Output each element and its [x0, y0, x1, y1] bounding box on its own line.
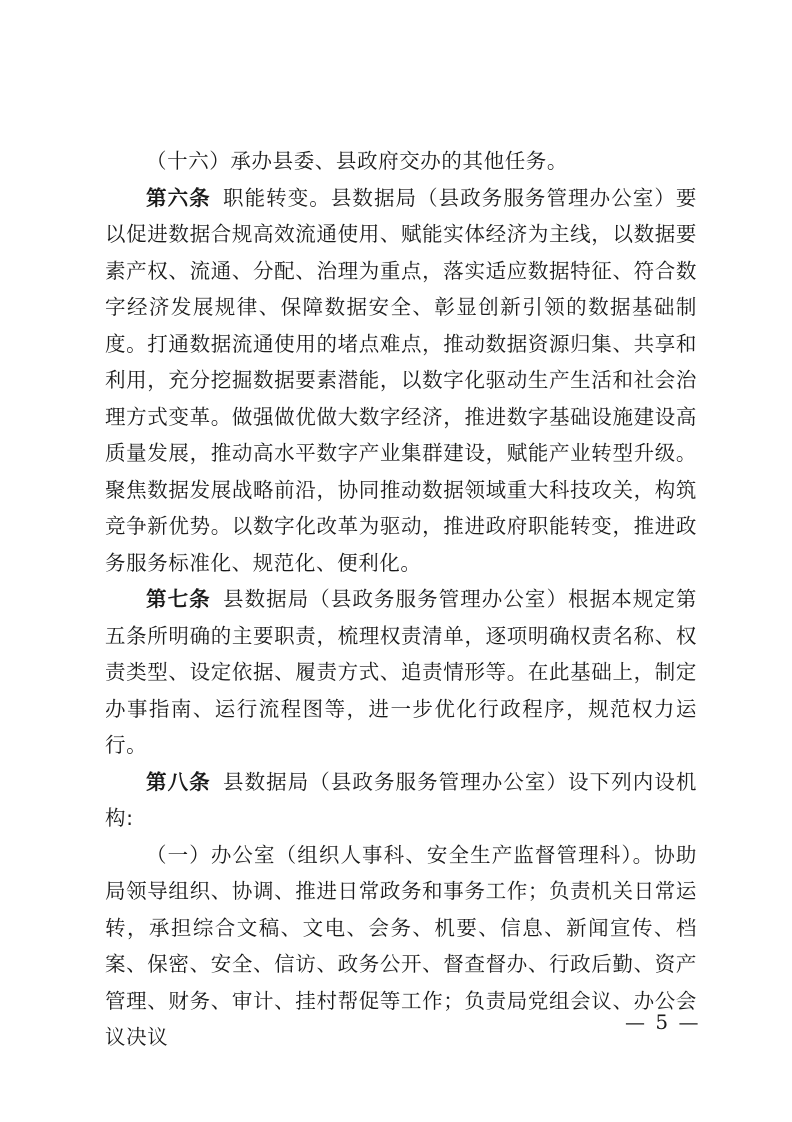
document-page	[105, 143, 697, 1056]
article-heading: 第八条	[146, 769, 211, 794]
article-7	[105, 581, 697, 764]
paragraph-text: （一）办公室（组织人事科、安全生产监督管理科）。协助局领导组织、协调、推进日常政务和事务工作；负责机关日常运转，承担综合文稿、文电、会务、机要、信息、新闻宣传、档案、保密、安全、信访、政务公开、督查督办、行政后勤、资产管理、财务、审计、挂村帮促等工作；负责局党组会议、办公会议决议	[105, 842, 697, 1049]
page-number: — 5 —	[625, 1010, 701, 1034]
article-heading: 第七条	[146, 587, 211, 611]
paragraph-item-1	[105, 837, 697, 1056]
article-8	[105, 764, 697, 837]
paragraph-text: 县数据局（县政务服务管理办公室）设下列内设机构:	[105, 769, 697, 830]
paragraph-item-16	[105, 143, 697, 180]
paragraph-text: 县数据局（县政务服务管理办公室）根据本规定第五条所明确的主要职责，梳理权责清单，逐项明确权责名称、权责类型、设定依据、履责方式、追责情形等。在此基础上，制定办事指南、运行流程图等，进一步优化行政程序，规范权力运行。	[105, 587, 697, 757]
article-6	[105, 180, 697, 582]
article-heading: 第六条	[146, 185, 211, 210]
paragraph-text: 职能转变。县数据局（县政务服务管理办公室）要以促进数据合规高效流通使用、赋能实体经济为主线，以数据要素产权、流通、分配、治理为重点，落实适应数据特征、符合数字经济发展规律、保障数据安全、彰显创新引领的数据基础制度。打通数据流通使用的堵点难点，推动数据资源归集、共享和利用，充分挖掘数据要素潜能，以数字化驱动生产生活和社会治理方式变革。做强做优做大数字经济，推进数字基础设施建设高质量发展，推动高水平数字产业集群建设，赋能产业转型升级。聚焦数据发展战略前沿，协同推动数据领域重大科技攻关，构筑竞争新优势。以数字化改革为驱动，推进政府职能转变，推进政务服务标准化、规范化、便利化。	[105, 185, 697, 575]
paragraph-text: （十六）承办县委、县政府交办的其他任务。	[146, 149, 568, 173]
